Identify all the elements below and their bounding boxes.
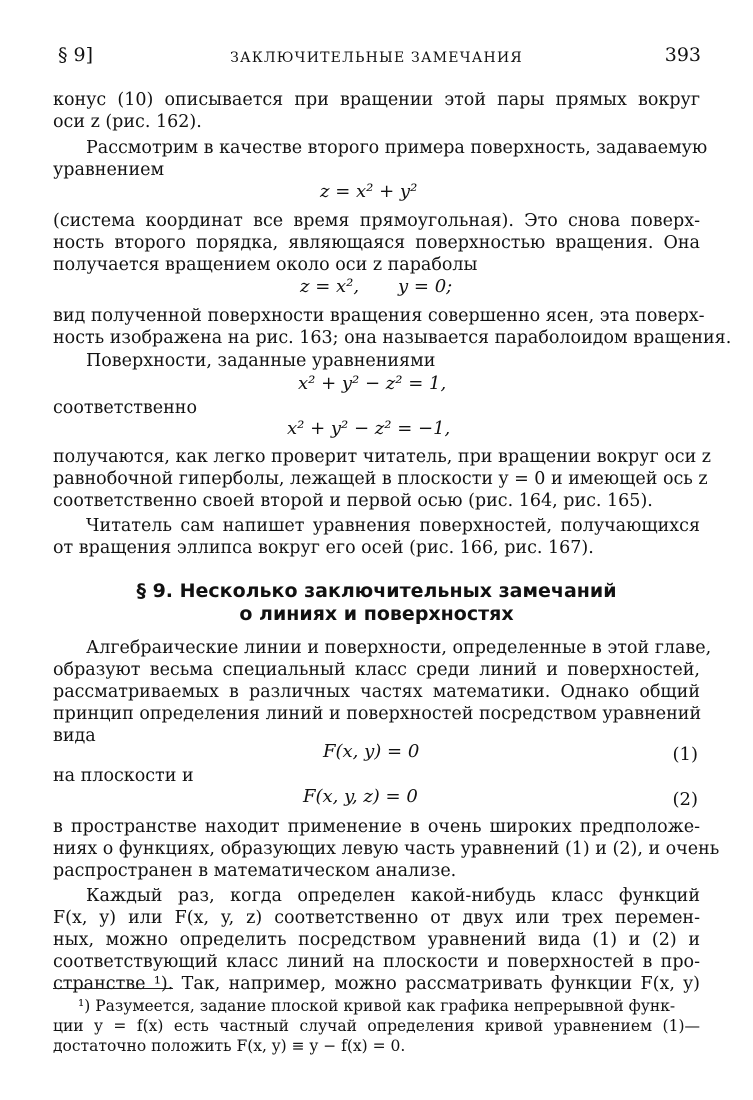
text-line: конус (10) описывается при вращении этой пары прямых вокруг	[53, 90, 700, 110]
page-number: 393	[664, 44, 701, 66]
text-line: в пространстве находит применение в очень широких предположе-	[53, 817, 700, 837]
text-line: соответствующий класс линий на плоскости и поверхностей в про-	[53, 952, 700, 972]
footnote-line: достаточно положить F(x, y) ≡ y − f(x) = 0.	[53, 1037, 406, 1055]
text-line: соответственно	[53, 398, 197, 418]
text-line: Поверхности, заданные уравнениями	[86, 351, 436, 371]
text-line: Читатель сам напишет уравнения поверхностей, получающихся	[86, 516, 700, 536]
equation-2: F(x, y, z) = 0	[303, 786, 418, 807]
equation-hyperboloid-1: x² + y² − z² = 1,	[298, 373, 447, 394]
text-line: Каждый раз, когда определен какой-нибудь класс функций	[86, 886, 700, 906]
text-line: ность изображена на рис. 163; она называется параболоидом вращения.	[53, 328, 732, 348]
text-line: принцип определения линий и поверхностей посредством уравнений	[53, 704, 702, 724]
text-line: ных, можно определить посредством уравнений вида (1) и (2) и	[53, 930, 700, 950]
text-line: Рассмотрим в качестве второго примера поверхность, задаваемую	[86, 138, 708, 158]
text-line: Алгебраические линии и поверхности, определенные в этой главе,	[86, 638, 712, 658]
text-line: соответственно своей второй и первой осью (рис. 164, рис. 165).	[53, 491, 653, 511]
equation-parabola-b: y = 0;	[398, 276, 453, 297]
text-line: от вращения эллипса вокруг его осей (рис. 166, рис. 167).	[53, 538, 594, 558]
text-line: равнобочной гиперболы, лежащей в плоскости y = 0 и имеющей ось z	[53, 469, 708, 489]
text-line: ность второго порядка, являющаяся поверхностью вращения. Она	[53, 233, 700, 253]
equation-paraboloid: z = x² + y²	[320, 181, 418, 202]
text-line: оси z (рис. 162).	[53, 112, 202, 132]
text-line: рассматриваемых в различных частях математики. Однако общий	[53, 682, 700, 702]
text-line: странстве ¹). Так, например, можно рассматривать функции F(x, y)	[53, 974, 700, 994]
text-line: F(x, y) или F(x, y, z) соответственно от двух или трех перемен-	[53, 908, 700, 928]
footnote-rule	[53, 988, 173, 989]
text-line: распространен в математическом анализе.	[53, 861, 457, 881]
equation-1: F(x, y) = 0	[323, 741, 420, 762]
text-line: (система координат все время прямоугольная). Это снова поверх-	[53, 211, 700, 231]
running-title: ЗАКЛЮЧИТЕЛЬНЫЕ ЗАМЕЧАНИЯ	[230, 50, 523, 66]
footnote-line: ции y = f(x) есть частный случай определения кривой уравнением (1)—	[53, 1017, 700, 1035]
text-line: получаются, как легко проверит читатель, при вращении вокруг оси z	[53, 447, 712, 467]
text-line: ниях о функциях, образующих левую часть уравнений (1) и (2), и очень	[53, 839, 720, 859]
text-line: вида	[53, 726, 96, 746]
equation-1-number: (1)	[672, 744, 698, 765]
text-line: получается вращением около оси z параболы	[53, 255, 478, 275]
section-title-line-1: § 9. Несколько заключительных замечаний	[136, 580, 617, 602]
text-line: уравнением	[53, 160, 165, 180]
text-line: на плоскости и	[53, 766, 194, 786]
equation-2-number: (2)	[672, 789, 698, 810]
equation-hyperboloid-2: x² + y² − z² = −1,	[287, 418, 451, 439]
footnote-line: ¹) Разумеется, задание плоской кривой как графика непрерывной функ-	[78, 997, 676, 1015]
text-line: вид полученной поверхности вращения совершенно ясен, эта поверх-	[53, 306, 705, 326]
section-ref: § 9]	[58, 44, 94, 66]
equation-parabola-a: z = x²,	[300, 276, 360, 297]
section-title-line-2: о линиях и поверхностях	[239, 603, 514, 625]
text-line: образуют весьма специальный класс среди линий и поверхностей,	[53, 660, 700, 680]
